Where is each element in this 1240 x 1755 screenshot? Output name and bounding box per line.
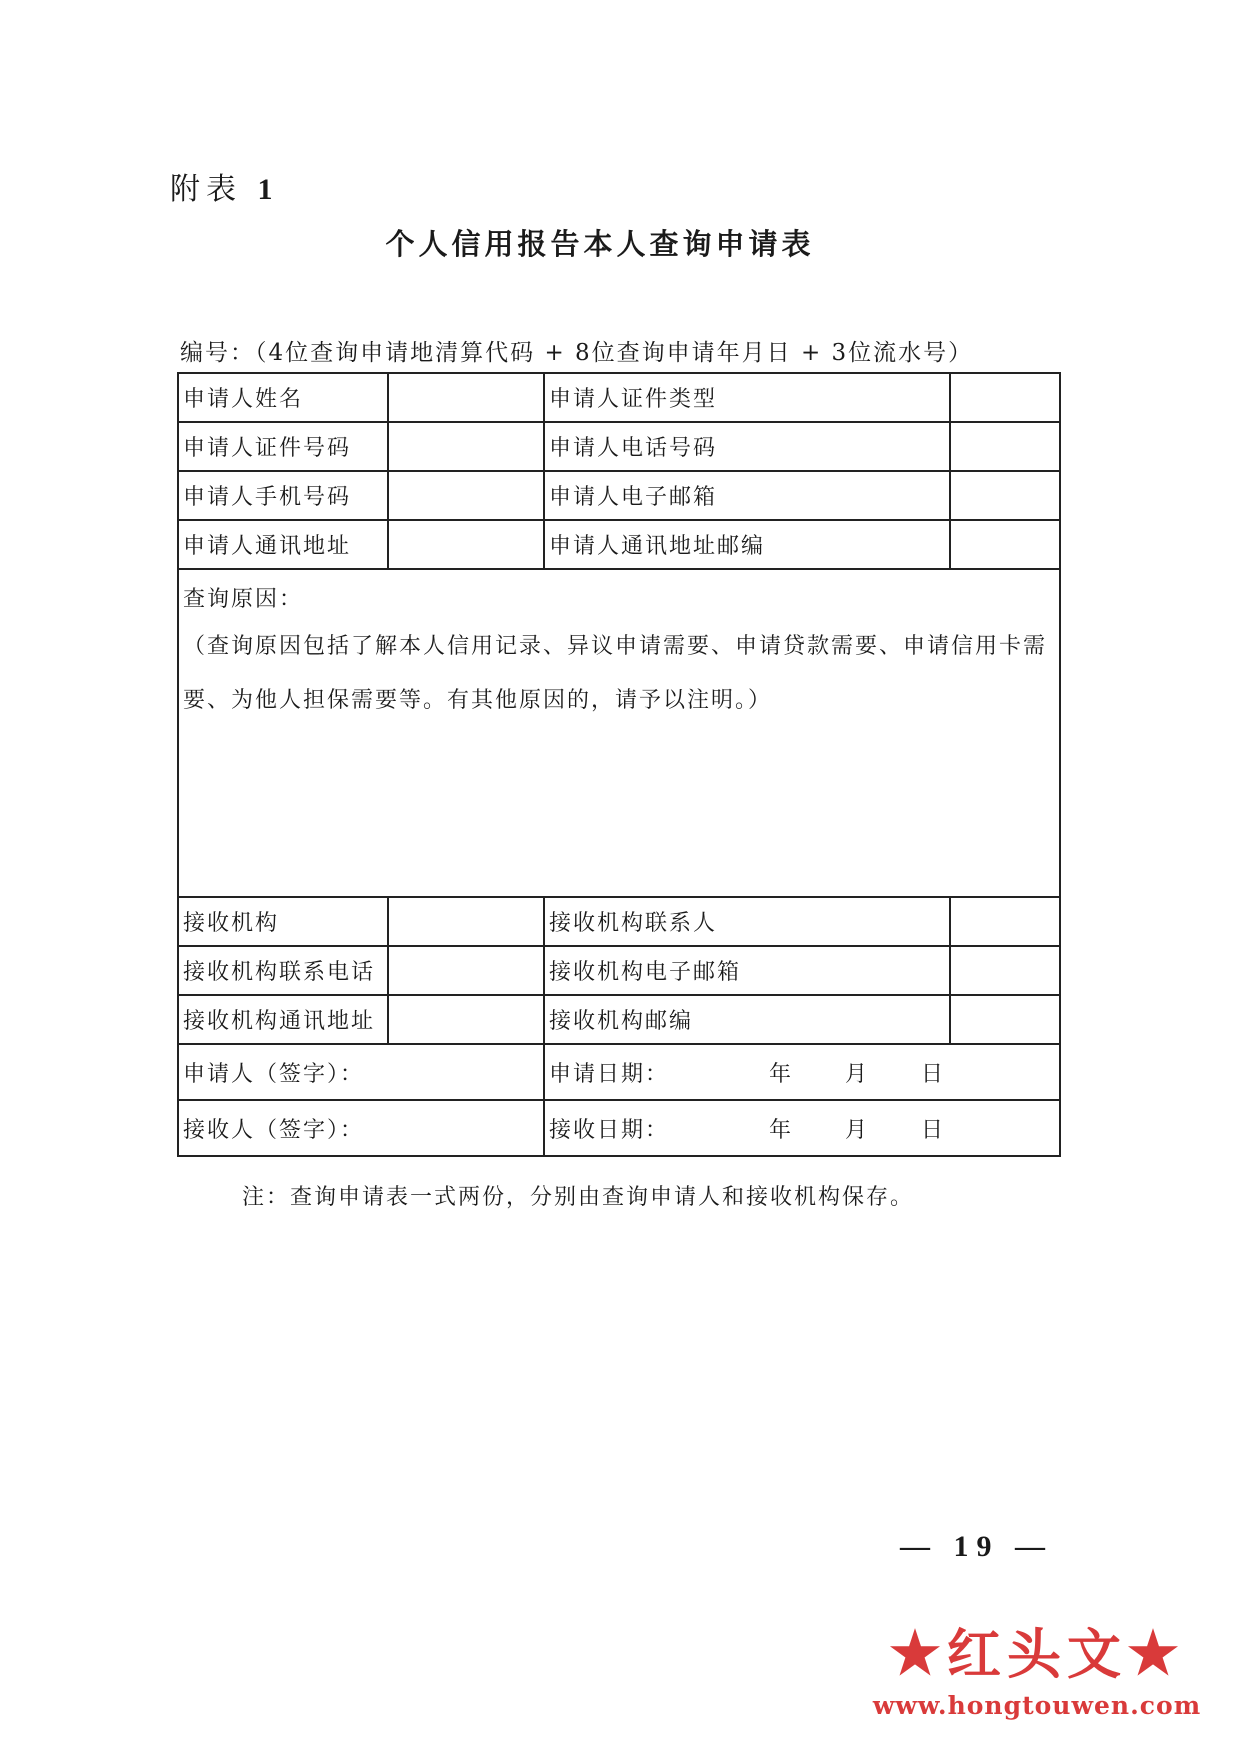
field-value[interactable]	[388, 520, 544, 569]
field-value[interactable]	[388, 995, 544, 1044]
applicant-signature-field[interactable]	[178, 1044, 544, 1100]
field-value[interactable]	[388, 373, 544, 422]
field-value[interactable]	[950, 520, 1060, 569]
application-form-table	[177, 372, 1061, 1157]
field-label: 接收机构联系电话	[178, 946, 388, 995]
year-label: 年	[769, 1061, 794, 1087]
footnote: 注：查询申请表一式两份，分别由查询申请人和接收机构保存。	[242, 1185, 915, 1210]
day-label: 日	[921, 1061, 946, 1087]
form-row	[178, 422, 1060, 471]
form-row	[178, 471, 1060, 520]
watermark-url: www.hongtouwen.com	[872, 1691, 1202, 1720]
field-label: 接收机构邮编	[544, 995, 950, 1044]
reason-hint: （查询原因包括了解本人信用记录、异议申请需要、申请贷款需要、申请信用卡需要、为他人担保需要等。有其他原因的，请予以注明。）	[183, 634, 1048, 713]
reason-row	[178, 569, 1060, 897]
star-icon: ★	[889, 1619, 947, 1687]
field-label: 接收机构通讯地址	[178, 995, 388, 1044]
field-label: 申请人通讯地址	[178, 520, 388, 569]
serial-number-line: 编号：（4位查询申请地清算代码 + 8位查询申请年月日 + 3位流水号）	[180, 340, 974, 366]
annex-number: 1	[257, 173, 279, 206]
annex-text: 附表	[170, 172, 242, 207]
field-value[interactable]	[388, 946, 544, 995]
page-number: — 19 —	[900, 1530, 1053, 1563]
field-label: 申请人证件类型	[544, 373, 950, 422]
reason-label: 查询原因：	[183, 587, 304, 612]
field-label: 申请人电子邮箱	[544, 471, 950, 520]
field-label: 申请人姓名	[178, 373, 388, 422]
month-label: 月	[845, 1117, 870, 1143]
field-label: 申请人电话号码	[544, 422, 950, 471]
field-value[interactable]	[950, 471, 1060, 520]
field-value[interactable]	[388, 897, 544, 946]
field-value[interactable]	[388, 422, 544, 471]
star-icon: ★	[1127, 1619, 1185, 1687]
field-label: 接收机构	[178, 897, 388, 946]
form-row	[178, 995, 1060, 1044]
receive-date-label: 接收日期：	[549, 1117, 670, 1143]
watermark-brand-text: 红头文	[947, 1622, 1127, 1686]
form-row	[178, 373, 1060, 422]
field-label: 申请人手机号码	[178, 471, 388, 520]
field-value[interactable]	[950, 946, 1060, 995]
field-label: 申请人通讯地址邮编	[544, 520, 950, 569]
form-title: 个人信用报告本人查询申请表	[385, 227, 815, 261]
apply-date-field[interactable]	[544, 1044, 1060, 1100]
watermark	[852, 1620, 1222, 1720]
field-label: 接收机构联系人	[544, 897, 950, 946]
form-row	[178, 897, 1060, 946]
field-value[interactable]	[950, 373, 1060, 422]
receiver-signature-label: 接收人（签字）：	[183, 1117, 365, 1143]
field-value[interactable]	[950, 897, 1060, 946]
field-value[interactable]	[388, 471, 544, 520]
applicant-signature-row	[178, 1044, 1060, 1100]
annex-label	[170, 164, 279, 208]
form-row	[178, 946, 1060, 995]
month-label: 月	[845, 1061, 870, 1087]
field-value[interactable]	[950, 995, 1060, 1044]
applicant-signature-label: 申请人（签字）：	[183, 1061, 365, 1087]
receive-date-field[interactable]	[544, 1100, 1060, 1156]
form-row	[178, 520, 1060, 569]
watermark-brand	[852, 1620, 1222, 1687]
field-label: 接收机构电子邮箱	[544, 946, 950, 995]
reason-field[interactable]	[178, 569, 1060, 897]
apply-date-label: 申请日期：	[549, 1061, 670, 1087]
receiver-signature-field[interactable]	[178, 1100, 544, 1156]
day-label: 日	[921, 1117, 946, 1143]
field-value[interactable]	[950, 422, 1060, 471]
receiver-signature-row	[178, 1100, 1060, 1156]
year-label: 年	[769, 1117, 794, 1143]
field-label: 申请人证件号码	[178, 422, 388, 471]
